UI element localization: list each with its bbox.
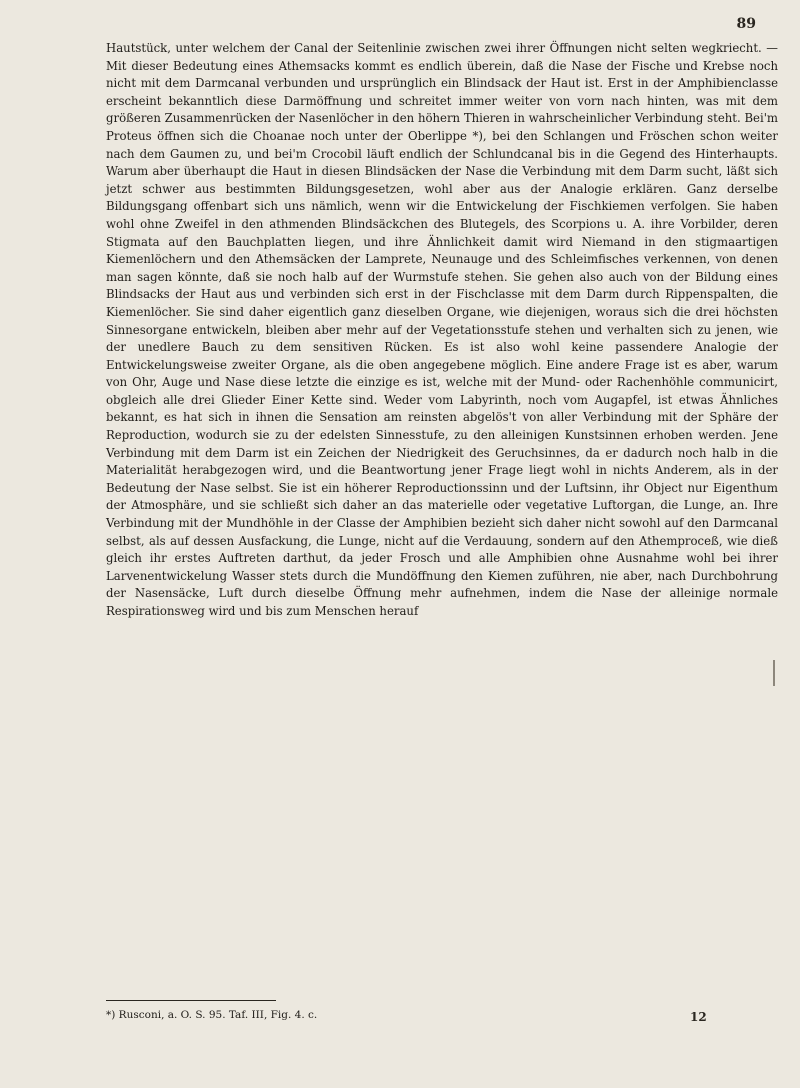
printer-signature: 12	[690, 1010, 707, 1024]
footnote-rule	[106, 1000, 276, 1001]
footnote: *) Rusconi, a. O. S. 95. Taf. III, Fig. 4. c.	[106, 1009, 318, 1021]
paragraph: Hautstück, unter welchem der Canal der Seitenlinie zwischen zwei ihrer Öffnungen nicht selten wegkriecht. — Mit dieser Bedeutung eines Athemsacks kommt es endlich überein, daß die Nase der Fische und Krebse noch nicht mit dem Darmcanal verbunden und ursprünglich ein Blindsack der Haut ist. Erst in der Amphibienclasse erscheint bekanntlich diese Darmöffnung und schreitet immer weiter von vorn nach hinten, was mit dem größeren Zusammenrücken der Nasenlöcher in den höhern Thieren in wahrscheinlicher Verbindung steht. Bei'm Proteus öffnen sich die Choanae noch unter der Oberlippe *), bei den Schlangen und Fröschen schon weiter nach dem Gaumen zu, und bei'm Crocobil läuft endlich der Schlundcanal bis in die Gegend des Hinterhaupts. Warum aber überhaupt die Haut in diesen Blindsäcken der Nase die Verbindung mit dem Darm sucht, läßt sich jetzt schwer aus bestimmten Bildungsgesetzen, wohl aber aus der Analogie erklären. Ganz derselbe Bildungsgang offenbart sich uns nämlich, wenn wir die Entwickelung der Fischkiemen verfolgen. Sie haben wohl ohne Zweifel in den athmenden Blindsäckchen des Blutegels, des Scorpions u. A. ihre Vorbilder, deren Stigmata auf den Bauchplatten liegen, und ihre Ähnlichkeit damit wird Niemand in den stigmaartigen Kiemenlöchern und den Athemsäcken der Lamprete, Neunauge und des Schleimfisches verkennen, von denen man sagen könnte, daß sie noch halb auf der Wurmstufe stehen. Sie gehen also auch von der Bildung eines Blindsacks der Haut aus und verbinden sich erst in der Fischclasse mit dem Darm durch Rippenspalten, die Kiemenlöcher. Sie sind daher eigentlich ganz dieselben Organe, wie diejenigen, woraus sich die drei höchsten Sinnesorgane entwickeln, bleiben aber mehr auf der Vegetationsstufe stehen und verhalten sich zu jenen, wie der unedlere Bauch zu dem sensitiven Rücken. Es ist also wohl keine passendere Analogie der Entwickelungsweise zweiter Organe, als die oben angegebene möglich. Eine andere Frage ist es aber, warum von Ohr, Auge und Nase diese letzte die einzige es ist, welche mit der Mund- oder Rachenhöhle communicirt, obgleich alle drei Glieder Einer Kette sind. Weder vom Labyrinth, noch vom Augapfel, ist etwas Ähnliches bekannt, es hat sich in ihnen die Sensation am reinsten abgelös't von aller Verbindung mit der Sphäre der Reproduction, wodurch sie zu der edelsten Sinnesstufe, zu den alleinigen Kunstsinnen erhoben werden. Jene Verbindung mit dem Darm ist ein Zeichen der Niedrigkeit des Geruchsinnes, da er dadurch noch halb in die Materialität herabgezogen wird, und die Beantwortung jener Frage liegt wohl in nichts Anderem, als in der Bedeutung der Nase selbst. Sie ist ein höherer Reproductionssinn und der Luftsinn, ihr Object nur Eigenthum der Atmosphäre, und sie schließt sich daher an das materielle oder vegetative Luftorgan, die Lunge, an. Ihre Verbindung mit der Mundhöhle in der Classe der Amphibien bezieht sich daher nicht sowohl auf den Darmcanal selbst, als auf dessen Ausfackung, die Lunge, nicht auf die Verdauung, sondern auf den Athemproceß, wie dieß gleich ihr erstes Auftreten darthut, da jeder Frosch und alle Amphibien ohne Ausnahme wohl bei ihrer Larvenentwickelung Wasser stets durch die Mundöffnung den Kiemen zuführen, nie aber, nach Durchbohrung der Nasensäcke, Luft durch dieselbe Öffnung mehr aufnehmen, indem die Nase der alleinige normale Respirationsweg wird und bis zum Menschen herauf	[106, 41, 778, 618]
body-text	[106, 40, 778, 621]
margin-mark	[773, 660, 775, 686]
page-number: 89	[736, 16, 756, 32]
